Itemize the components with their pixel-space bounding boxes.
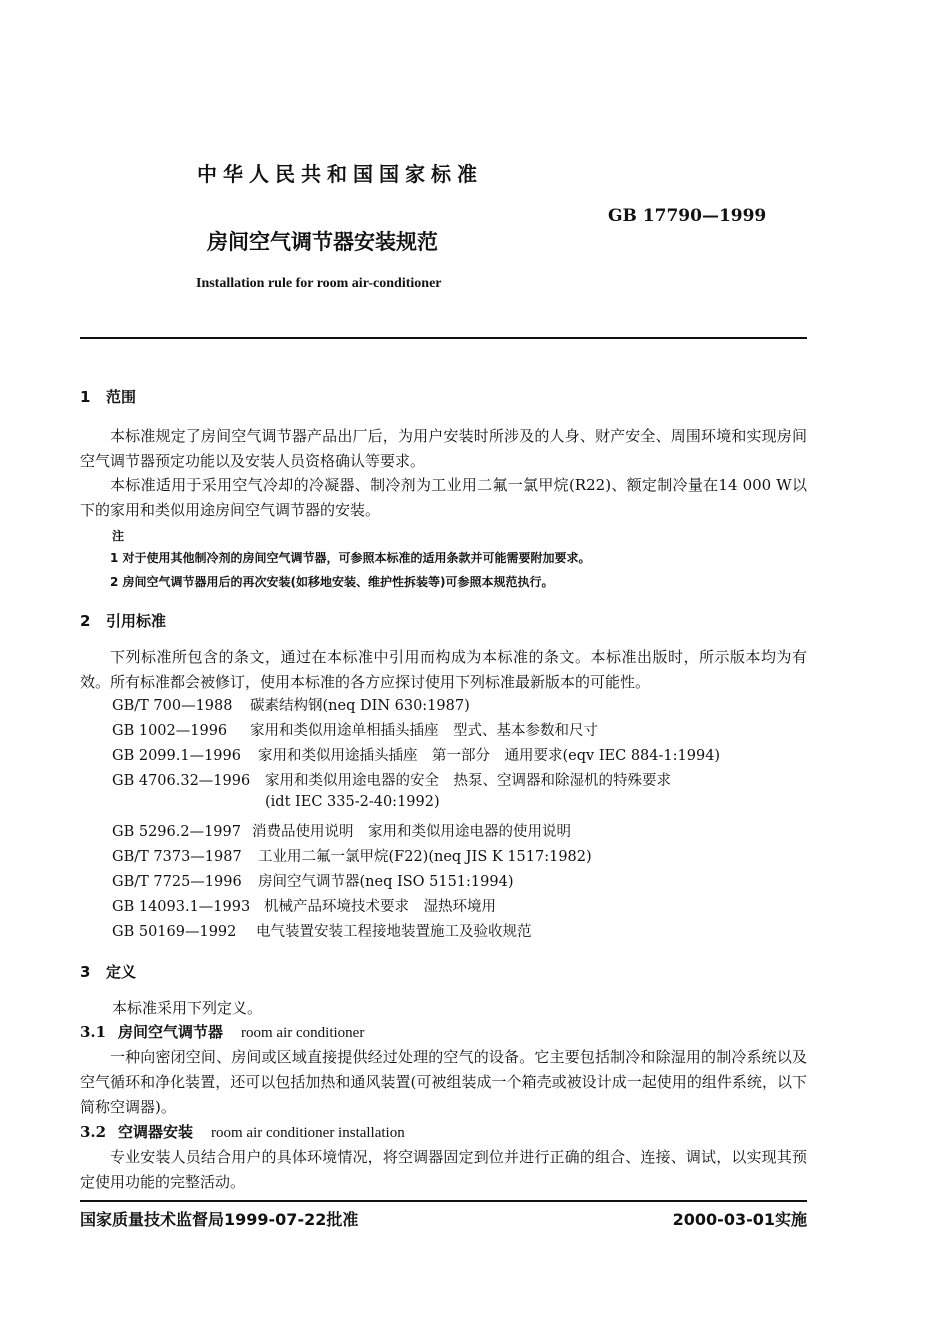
header-divider [80, 337, 807, 339]
section-number: 2 [80, 612, 91, 630]
reference-code: GB/T 700—1988 [112, 698, 233, 714]
reference-item [112, 870, 513, 891]
reference-item [112, 820, 571, 841]
section-3-intro: 本标准采用下列定义。 [112, 999, 263, 1017]
standard-code: GB 17790—1999 [608, 206, 767, 226]
reference-title: 家用和类似用途单相插头插座 型式、基本参数和尺寸 [250, 723, 598, 739]
reference-title: 家用和类似用途插头插座 第一部分 通用要求(eqv IEC 884-1:1994) [258, 748, 721, 764]
reference-item [112, 769, 671, 790]
reference-item [112, 694, 470, 715]
reference-code: GB 5296.2—1997 [112, 824, 241, 840]
reference-title: 碳素结构钢(neq DIN 630:1987) [250, 698, 470, 714]
reference-code: GB 1002—1996 [112, 723, 228, 739]
definition-term: 房间空气调节器 [118, 1023, 224, 1041]
definition-3-1-text: 一种向密闭空间、房间或区域直接提供经过处理的空气的设备。它主要包括制冷和除湿用的制冷系统以及空气循环和净化装置，还可以包括加热和通风装置(可被组装成一个箱壳或被设计成一起使用的组件系统，以下简称空调器)。 [80, 1048, 807, 1116]
reference-item [112, 744, 720, 765]
reference-code: GB 4706.32—1996 [112, 773, 251, 789]
reference-title: 房间空气调节器(neq ISO 5151:1994) [258, 874, 514, 890]
section-title: 定义 [106, 963, 137, 981]
reference-code: GB 2099.1—1996 [112, 748, 241, 764]
definition-term-english: room air conditioner installation [211, 1125, 405, 1141]
note-item: 2 房间空气调节器用后的再次安装(如移地安装、维护性拆装等)可参照本规范执行。 [110, 575, 554, 589]
note-label: 注 [112, 529, 125, 543]
definition-3-2-heading [80, 1121, 405, 1142]
approval-line: 国家质量技术监督局1999-07-22批准 [80, 1210, 359, 1229]
reference-code: GB 14093.1—1993 [112, 899, 251, 915]
reference-code: GB/T 7373—1987 [112, 849, 242, 865]
reference-item [112, 845, 592, 866]
footer-divider [80, 1200, 807, 1202]
section-title: 范围 [106, 388, 137, 406]
implementation-date: 2000-03-01实施 [672, 1210, 807, 1229]
note-item: 1 对于使用其他制冷剂的房间空气调节器，可参照本标准的适用条款并可能需要附加要求。 [110, 551, 591, 565]
document-title-english: Installation rule for room air-conditioner [196, 276, 442, 291]
section-1-heading [80, 386, 136, 407]
definition-3-2-text: 专业安装人员结合用户的具体环境情况，将空调器固定到位并进行正确的组合、连接、调试，以实现其预定使用功能的完整活动。 [80, 1148, 807, 1191]
reference-title: 家用和类似用途电器的安全 热泵、空调器和除湿机的特殊要求 [265, 773, 671, 789]
reference-code: GB 50169—1992 [112, 924, 237, 940]
section-2-heading [80, 610, 166, 631]
definition-number: 3.1 [80, 1023, 107, 1041]
reference-item [112, 719, 598, 740]
section-number: 1 [80, 388, 91, 406]
definition-3-1-heading [80, 1021, 364, 1042]
section-number: 3 [80, 963, 91, 981]
definition-term-english: room air conditioner [241, 1025, 365, 1041]
reference-title: (idt IEC 335-2-40:1992) [265, 794, 440, 810]
document-title: 房间空气调节器安装规范 [207, 230, 438, 254]
section-2-intro: 下列标准所包含的条文，通过在本标准中引用而构成为本标准的条文。本标准出版时，所示版本均为有效。所有标准都会被修订，使用本标准的各方应探讨使用下列标准最新版本的可能性。 [80, 648, 807, 691]
reference-code: GB/T 7725—1996 [112, 874, 242, 890]
definition-number: 3.2 [80, 1123, 107, 1141]
reference-title: 机械产品环境技术要求 湿热环境用 [264, 899, 496, 915]
issuing-country-standard-label: 中华人民共和国国家标准 [197, 162, 483, 186]
definition-term: 空调器安装 [118, 1123, 194, 1141]
section-1-paragraph-2: 本标准适用于采用空气冷却的冷凝器、制冷剂为工业用二氟一氯甲烷(R22)、额定制冷量在14 000 W以下的家用和类似用途房间空气调节器的安装。 [80, 476, 807, 519]
reference-title: 工业用二氟一氯甲烷(F22)(neq JIS K 1517:1982) [258, 849, 592, 865]
reference-item [112, 920, 532, 941]
section-1-paragraph-1: 本标准规定了房间空气调节器产品出厂后，为用户安装时所涉及的人身、财产安全、周围环境和实现房间空气调节器预定功能以及安装人员资格确认等要求。 [80, 427, 807, 470]
reference-item [112, 794, 440, 810]
reference-title: 电气装置安装工程接地装置施工及验收规范 [256, 924, 532, 940]
reference-item [112, 895, 496, 916]
reference-title: 消费品使用说明 家用和类似用途电器的使用说明 [252, 824, 571, 840]
section-title: 引用标准 [106, 612, 167, 630]
section-3-heading [80, 961, 136, 982]
